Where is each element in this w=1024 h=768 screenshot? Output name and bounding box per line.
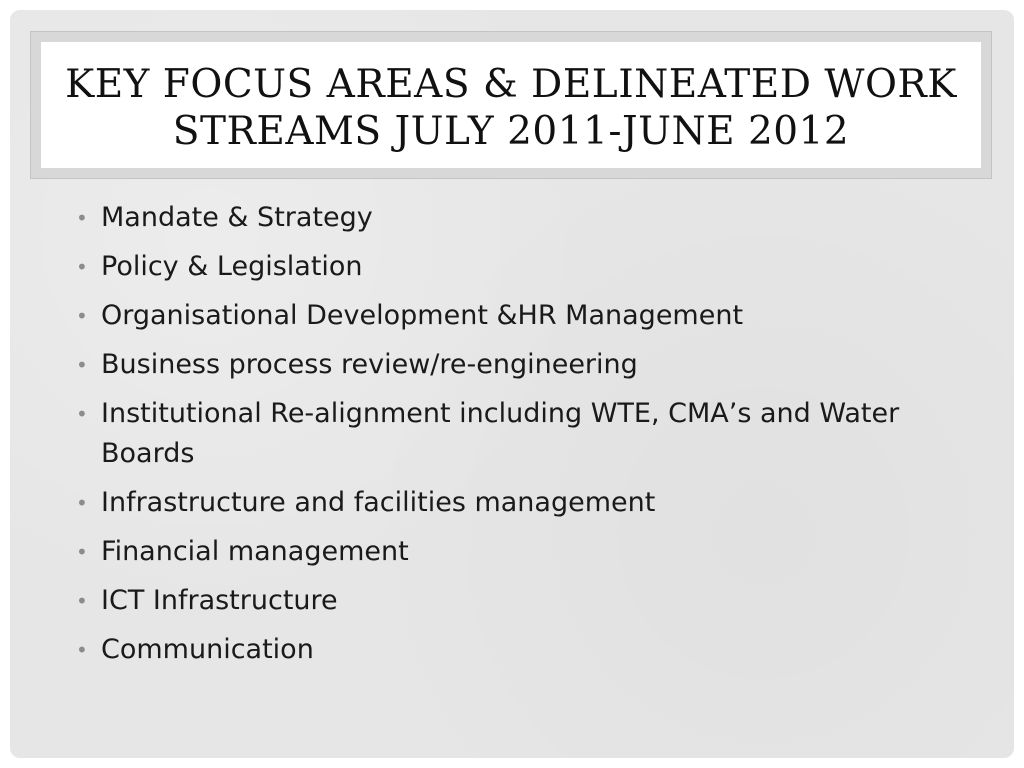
bullet-list [74, 198, 974, 679]
bullet-text: Communication [101, 634, 314, 665]
bullet-icon: • [76, 353, 88, 377]
bullet-text: Business process review/re-engineering [101, 349, 638, 380]
bullet-text: Organisational Development &HR Management [101, 300, 744, 331]
bullet-icon: • [76, 304, 88, 328]
bullet-item [74, 296, 974, 336]
bullet-icon: • [76, 255, 88, 279]
bullet-item [74, 345, 974, 385]
slide-title: KEY FOCUS AREAS & DELINEATED WORK STREAMS JULY 2011-JUNE 2012 [65, 62, 957, 154]
bullet-item [74, 394, 974, 474]
bullet-item [74, 247, 974, 287]
bullet-icon: • [76, 491, 88, 515]
bullet-item [74, 581, 974, 621]
slide [10, 10, 1014, 758]
bullet-item [74, 483, 974, 523]
bullet-text: Mandate & Strategy [101, 202, 373, 233]
bullet-icon: • [76, 402, 88, 426]
bullet-item [74, 630, 974, 670]
bullet-text: Policy & Legislation [101, 251, 363, 282]
bullet-item [74, 532, 974, 572]
bullet-text: ICT Infrastructure [101, 585, 338, 616]
title-box [41, 42, 981, 168]
bullet-icon: • [76, 638, 88, 662]
bullet-text: Institutional Re-alignment including WTE, CMA’s and Water Boards [101, 398, 900, 469]
bullet-item [74, 198, 974, 238]
title-frame [30, 31, 992, 179]
bullet-icon: • [76, 206, 88, 230]
bullet-text: Financial management [101, 536, 409, 567]
bullet-icon: • [76, 540, 88, 564]
bullet-text: Infrastructure and facilities management [101, 487, 656, 518]
bullet-icon: • [76, 589, 88, 613]
